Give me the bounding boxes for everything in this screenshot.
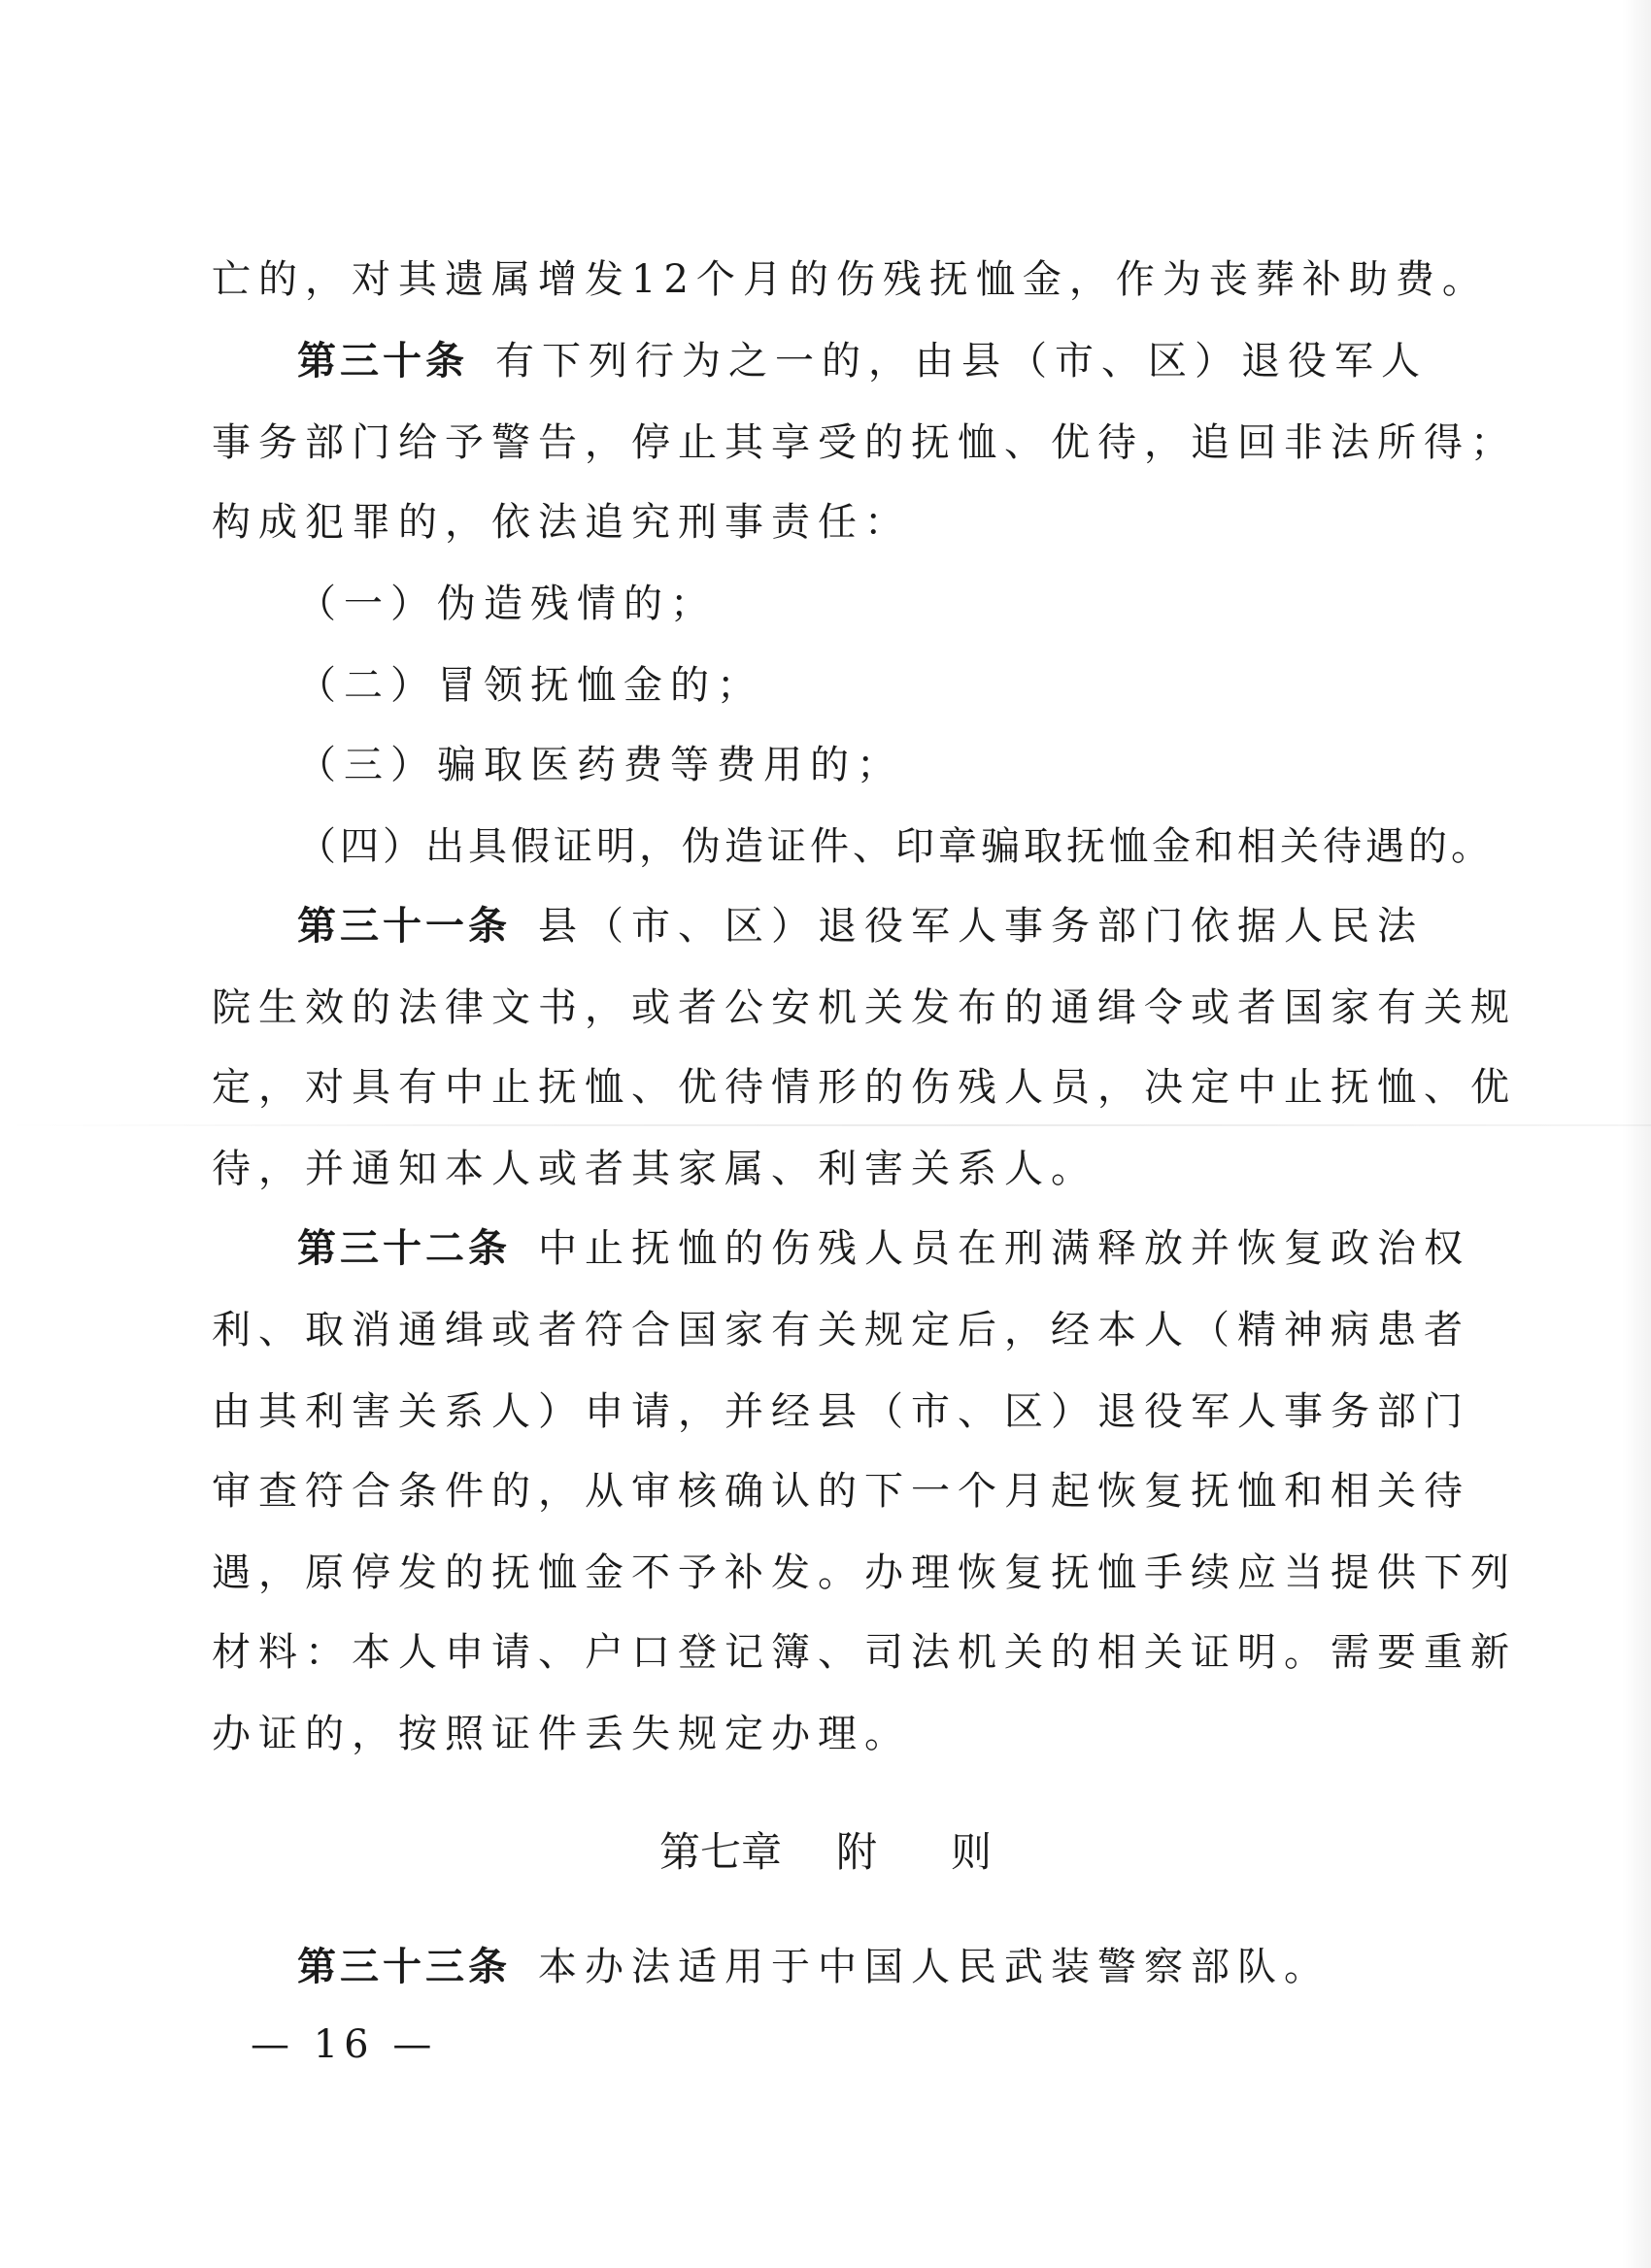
page-number: — 16 — xyxy=(251,2022,438,2067)
list-item: （一）伪造残情的； xyxy=(297,582,717,626)
scan-fold-line xyxy=(0,1124,1651,1126)
article-label: 第三十一条 xyxy=(297,904,511,949)
list-item: （四）出具假证明，伪造证件、印章骗取抚恤金和相关待遇的。 xyxy=(297,824,1494,869)
article-32-line xyxy=(297,1223,1470,1274)
article-label: 第三十三条 xyxy=(297,1945,511,1989)
scan-edge-shadow xyxy=(1622,0,1651,2268)
text-line: 构成犯罪的，依法追究刑事责任： xyxy=(212,500,911,545)
text-line: 院生效的法律文书，或者公安机关发布的通缉令或者国家有关规 xyxy=(212,985,1517,1030)
article-text: 中止抚恤的伤残人员在刑满释放并恢复政治权 xyxy=(538,1226,1470,1271)
text-line: 材料：本人申请、户口登记簿、司法机关的相关证明。需要重新 xyxy=(212,1630,1517,1675)
text-line: 利、取消通缉或者符合国家有关规定后，经本人（精神病患者 xyxy=(212,1308,1470,1352)
article-text: 县（市、区）退役军人事务部门依据人民法 xyxy=(538,904,1424,949)
article-31-line xyxy=(297,901,1424,951)
chapter-title-part: 则 xyxy=(951,1828,993,1876)
list-item: （三）骗取医药费等费用的； xyxy=(297,743,903,787)
article-label: 第三十二条 xyxy=(297,1226,511,1271)
text-line: 待，并通知本人或者其家属、利害关系人。 xyxy=(212,1147,1097,1191)
article-label: 第三十条 xyxy=(297,339,468,384)
article-text: 有下列行为之一的，由县（市、区）退役军人 xyxy=(495,339,1428,384)
chapter-heading xyxy=(0,1825,1651,1880)
text-line: 事务部门给予警告，停止其享受的抚恤、优待，追回非法所得； xyxy=(212,420,1517,465)
text-line: 由其利害关系人）申请，并经县（市、区）退役军人事务部门 xyxy=(212,1389,1470,1434)
list-item: （二）冒领抚恤金的； xyxy=(297,663,763,708)
article-text: 本办法适用于中国人民武装警察部队。 xyxy=(538,1945,1331,1989)
text-line: 遇，原停发的抚恤金不予补发。办理恢复抚恤手续应当提供下列 xyxy=(212,1551,1517,1595)
text-line: 办证的，按照证件丢失规定办理。 xyxy=(212,1712,911,1756)
chapter-title-part: 附 xyxy=(835,1828,877,1876)
text-line: 审查符合条件的，从审核确认的下一个月起恢复抚恤和相关待 xyxy=(212,1469,1470,1514)
text-line: 亡的，对其遗属增发12个月的伤残抚恤金，作为丧葬补助费。 xyxy=(212,257,1489,302)
chapter-number: 第七章 xyxy=(658,1828,782,1876)
text-line: 定，对具有中止抚恤、优待情形的伤残人员，决定中止抚恤、优 xyxy=(212,1065,1517,1110)
article-30-line xyxy=(297,336,1428,386)
article-33-line xyxy=(297,1942,1331,1992)
